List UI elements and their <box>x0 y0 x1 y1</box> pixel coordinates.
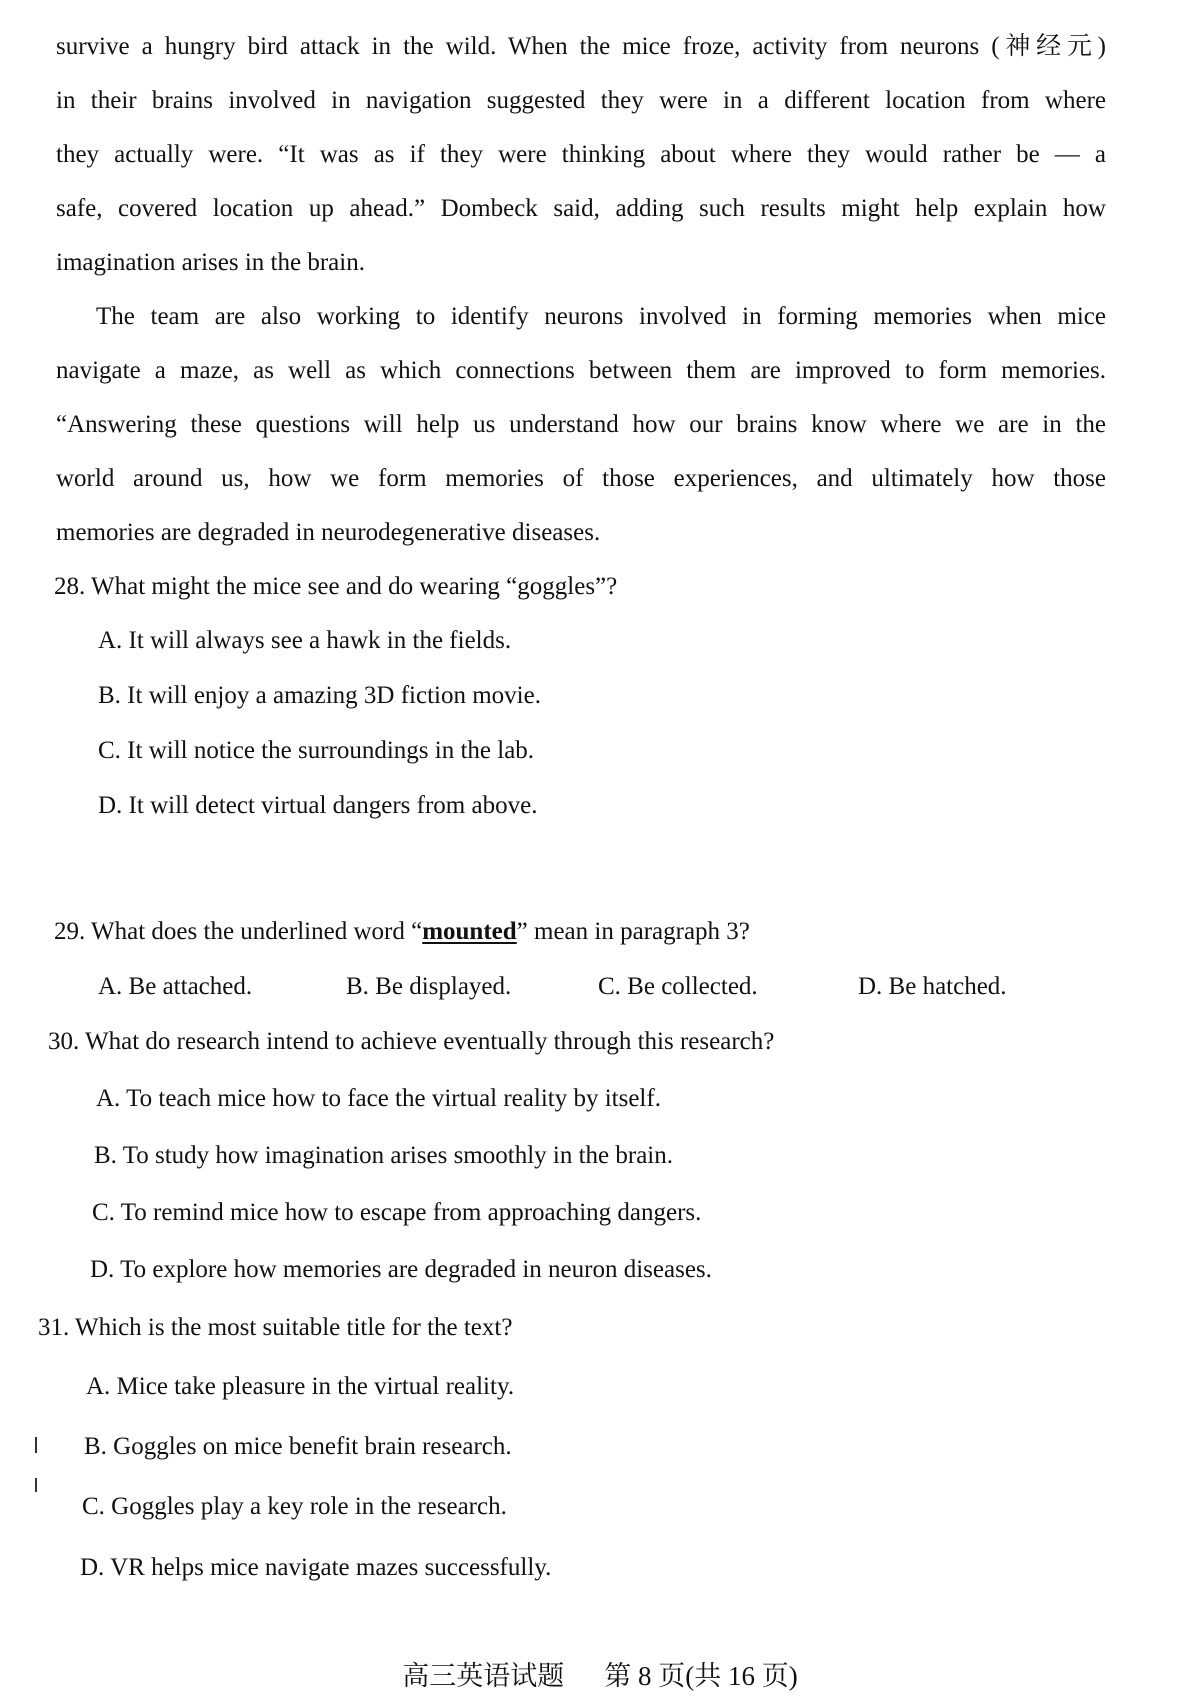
option-a: A. Mice take pleasure in the virtual reality. <box>86 1373 515 1400</box>
option-b: B. Goggles on mice benefit brain research. <box>84 1433 512 1460</box>
option-d: D. VR helps mice navigate mazes successfully. <box>80 1554 552 1581</box>
page-number: 第 8 页(共 16 页) <box>604 1661 798 1691</box>
underlined-word: mounted <box>422 918 517 945</box>
passage-line: world around us, how we form memories of those experiences, and ultimately how those <box>56 465 1106 492</box>
option-a: A. Be attached. <box>98 973 253 1000</box>
passage-line: in their brains involved in navigation suggested they were in a different location from where <box>56 87 1106 114</box>
passage-line: they actually were. “It was as if they were thinking about where they would rather be — a <box>56 141 1106 168</box>
option-c: C. Goggles play a key role in the research. <box>82 1493 507 1520</box>
passage-line: survive a hungry bird attack in the wild. When the mice froze, activity from neurons (神经元) <box>56 33 1106 60</box>
exam-title: 高三英语试题 <box>402 1661 565 1691</box>
question-stem: 30. What do research intend to achieve eventually through this research? <box>48 1028 775 1055</box>
passage-line: “Answering these questions will help us understand how our brains know where we are in the <box>56 411 1106 438</box>
option-c: C. It will notice the surroundings in the lab. <box>98 737 535 764</box>
option-d: D. To explore how memories are degraded in neuron diseases. <box>90 1256 712 1283</box>
question-stem <box>54 917 750 947</box>
option-d: D. It will detect virtual dangers from above. <box>98 792 538 819</box>
passage-line: The team are also working to identify neurons involved in forming memories when mice <box>96 303 1106 330</box>
option-a: A. It will always see a hawk in the fields. <box>98 627 512 654</box>
option-c: C. To remind mice how to escape from approaching dangers. <box>92 1199 702 1226</box>
question-stem-suffix: ” mean in paragraph 3? <box>516 918 750 945</box>
options-row <box>98 972 1058 1004</box>
passage-line: imagination arises in the brain. <box>56 249 365 276</box>
margin-mark <box>35 1437 37 1453</box>
option-b: B. Be displayed. <box>346 973 512 1000</box>
option-c: C. Be collected. <box>598 973 758 1000</box>
question-stem: 31. Which is the most suitable title for the text? <box>38 1314 513 1341</box>
passage-line: memories are degraded in neurodegenerative diseases. <box>56 519 601 546</box>
option-b: B. To study how imagination arises smoothly in the brain. <box>94 1142 673 1169</box>
margin-mark <box>35 1478 37 1492</box>
passage-line: navigate a maze, as well as which connections between them are improved to form memories. <box>56 357 1106 384</box>
passage-line: safe, covered location up ahead.” Dombeck said, adding such results might help explain how <box>56 195 1106 222</box>
option-b: B. It will enjoy a amazing 3D fiction movie. <box>98 682 541 709</box>
page-footer <box>0 1660 1200 1692</box>
question-stem-prefix: 29. What does the underlined word “ <box>54 918 423 945</box>
option-d: D. Be hatched. <box>858 973 1007 1000</box>
question-stem: 28. What might the mice see and do wearing “goggles”? <box>54 573 618 600</box>
option-a: A. To teach mice how to face the virtual reality by itself. <box>96 1085 661 1112</box>
